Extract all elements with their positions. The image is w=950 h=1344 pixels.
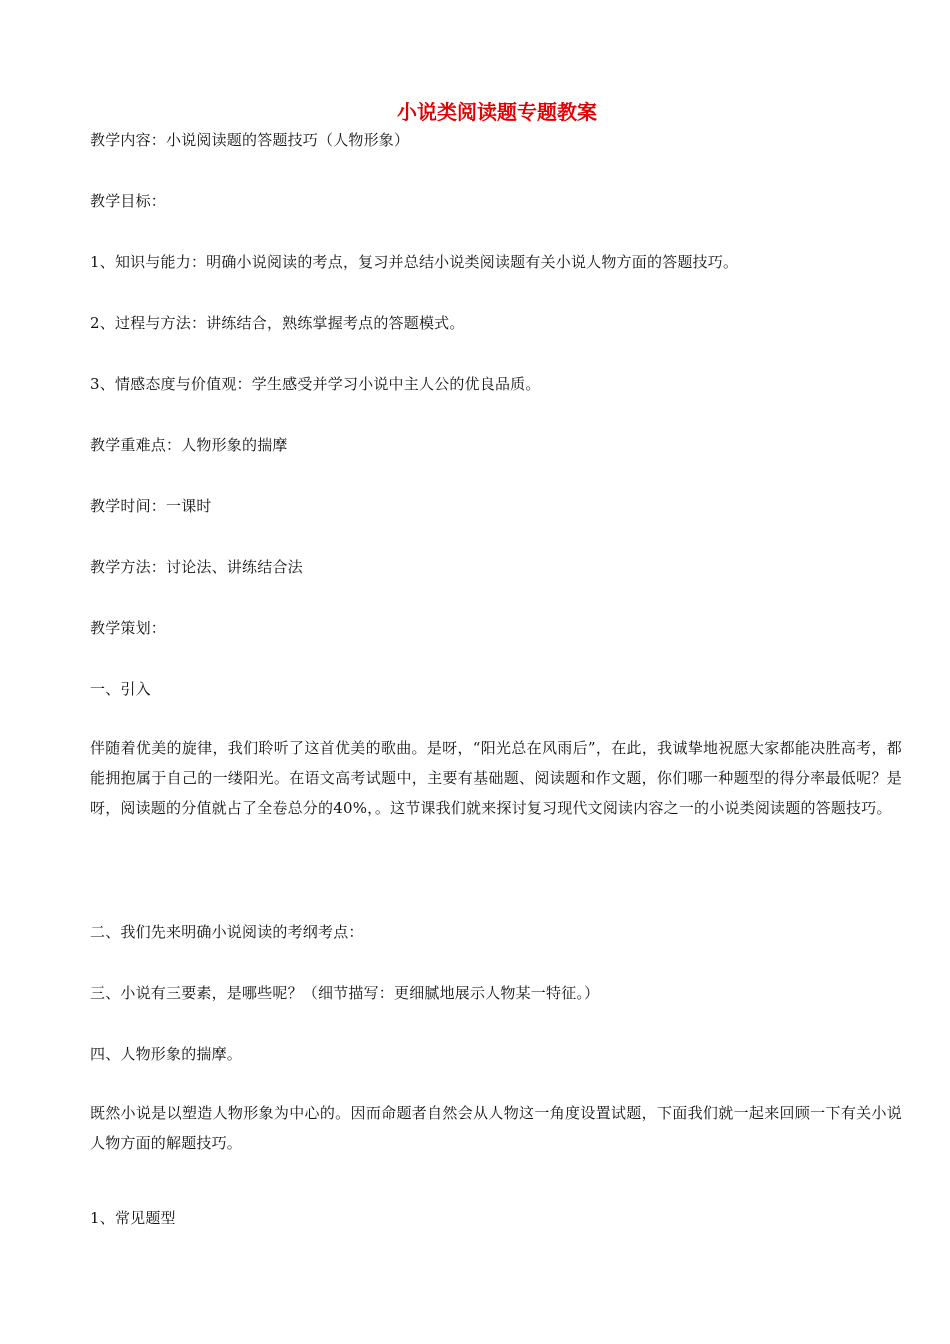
document-title: 小说类阅读题专题教案	[397, 100, 597, 124]
key-points: 教学重难点：人物形象的揣摩	[90, 436, 288, 454]
subsection-heading-question-types: 1、常见题型	[90, 1209, 176, 1227]
teaching-time: 教学时间：一课时	[90, 497, 212, 515]
section-heading-intro: 一、引入	[90, 680, 151, 698]
intro-paragraph: 伴随着优美的旋律，我们聆听了这首优美的歌曲。是呀，“阳光总在风雨后”，在此，我诚挚地祝愿大家都能决胜高考，都能拥抱属于自己的一缕阳光。在语文高考试题中，主要有基础题、阅读题和作文题，你们哪一种题型的得分率最低呢？是呀，阅读题的分值就占了全卷总分的40%，。这节课我们就来探讨复习现代文阅读内容之一的小说类阅读题的答题技巧。	[90, 739, 902, 817]
goal-knowledge: 1、知识与能力：明确小说阅读的考点，复习并总结小说类阅读题有关小说人物方面的答题技巧。	[90, 253, 739, 271]
goal-process: 2、过程与方法：讲练结合，熟练掌握考点的答题模式。	[90, 314, 465, 332]
section-heading-syllabus: 二、我们先来明确小说阅读的考纲考点：	[90, 923, 364, 941]
teaching-content: 教学内容：小说阅读题的答题技巧（人物形象）	[90, 131, 410, 149]
goals-heading: 教学目标：	[90, 192, 167, 210]
teaching-plan: 教学策划：	[90, 619, 167, 637]
character-paragraph: 既然小说是以塑造人物形象为中心的。因而命题者自然会从人物这一角度设置试题，下面我们就一起来回顾一下有关小说人物方面的解题技巧。	[90, 1104, 902, 1152]
section-heading-character: 四、人物形象的揣摩。	[90, 1045, 243, 1063]
teaching-method: 教学方法：讨论法、讲练结合法	[90, 558, 303, 576]
goal-emotion: 3、情感态度与价值观：学生感受并学习小说中主人公的优良品质。	[90, 375, 541, 393]
section-heading-elements: 三、小说有三要素，是哪些呢？（细节描写：更细腻地展示人物某一特征。）	[90, 984, 600, 1002]
